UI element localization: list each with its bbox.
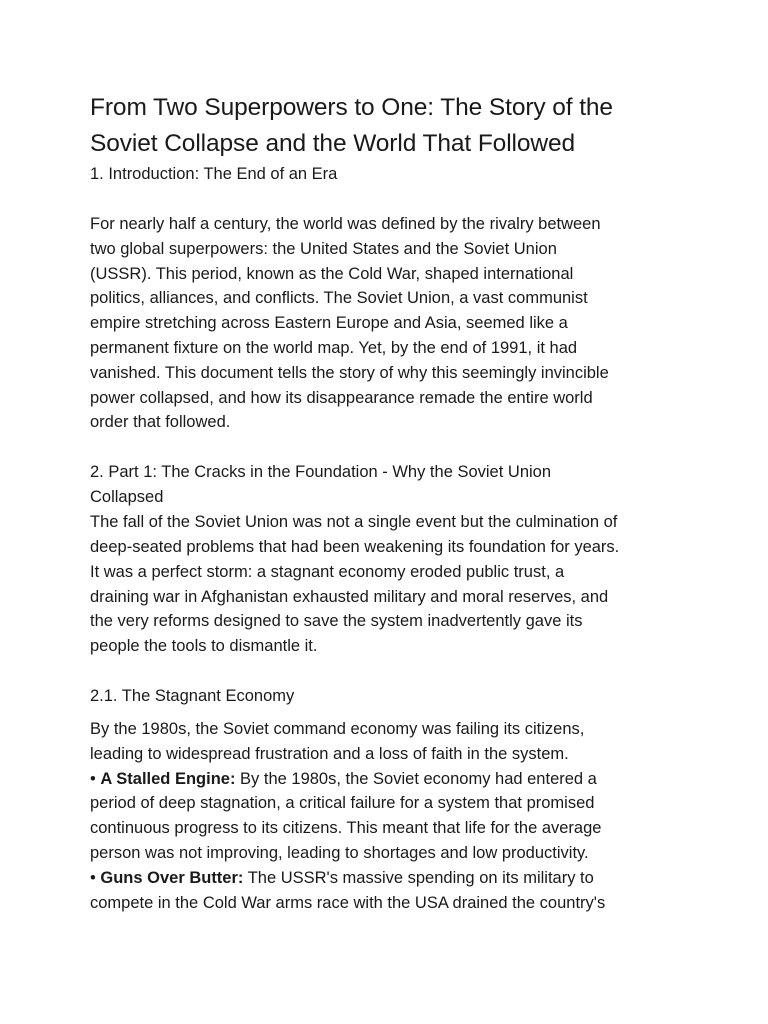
bullet-lead-text: A Stalled Engine: <box>100 769 236 788</box>
text-line: person was not improving, leading to shortages and low productivity. <box>90 843 589 862</box>
bullet-first-line <box>90 866 690 891</box>
title-line: Soviet Collapse and the World That Followed <box>90 130 576 157</box>
part1-paragraph <box>90 510 690 659</box>
introduction-paragraph <box>90 212 690 435</box>
text-line: the very reforms designed to save the system inadvertently gave its <box>90 612 583 631</box>
text-line: order that followed. <box>90 413 231 432</box>
text-line: compete in the Cold War arms race with the USA drained the country's <box>90 893 606 912</box>
text-line: continuous progress to its citizens. This meant that life for the average <box>90 819 602 838</box>
document-title <box>90 90 690 162</box>
spacer <box>90 709 690 717</box>
text-line: It was a perfect storm: a stagnant economy eroded public trust, a <box>90 562 565 581</box>
heading-line: Collapsed <box>90 488 164 507</box>
title-line: From Two Superpowers to One: The Story of the <box>90 94 613 121</box>
text-line: By the 1980s, the Soviet command economy was failing its citizens, <box>90 719 585 738</box>
spacer <box>90 187 690 212</box>
text-line: deep-seated problems that had been weakening its foundation for years. <box>90 537 620 556</box>
text-line: two global superpowers: the United States and the Soviet Union <box>90 239 557 258</box>
text-line: leading to widespread frustration and a loss of faith in the system. <box>90 744 569 763</box>
bullet-first-line <box>90 767 690 792</box>
text-line: permanent fixture on the world map. Yet, by the end of 1991, it had <box>90 338 578 357</box>
text-line: period of deep stagnation, a critical failure for a system that promised <box>90 794 595 813</box>
section-heading-stagnant-economy: 2.1. The Stagnant Economy <box>90 686 295 705</box>
spacer <box>90 659 690 684</box>
text-line: empire stretching across Eastern Europe and Asia, seemed like a <box>90 314 568 333</box>
section-heading-part1 <box>90 460 690 510</box>
bullet-item-stalled-engine <box>90 767 690 866</box>
section-heading-introduction: 1. Introduction: The End of an Era <box>90 165 338 183</box>
bullet-lead-text: Guns Over Butter: <box>100 868 244 887</box>
text-line: politics, alliances, and conflicts. The Soviet Union, a vast communist <box>90 289 588 308</box>
bullet-item-guns-over-butter <box>90 866 690 916</box>
text-line: For nearly half a century, the world was defined by the rivalry between <box>90 215 601 233</box>
text-line: power collapsed, and how its disappearance remade the entire world <box>90 388 593 407</box>
text-line: (USSR). This period, known as the Cold War, shaped international <box>90 264 574 283</box>
bullet-text: The USSR's massive spending on its military to <box>243 868 594 887</box>
document-page <box>90 90 690 915</box>
text-line: The fall of the Soviet Union was not a single event but the culmination of <box>90 513 618 532</box>
bullet-marker: • <box>90 769 96 788</box>
text-line: draining war in Afghanistan exhausted military and moral reserves, and <box>90 587 609 606</box>
bullet-marker: • <box>90 868 96 887</box>
heading-line: 2. Part 1: The Cracks in the Foundation - Why the Soviet Union <box>90 463 552 482</box>
stagnant-economy-intro <box>90 717 690 767</box>
text-line: people the tools to dismantle it. <box>90 637 318 656</box>
spacer <box>90 435 690 460</box>
bullet-text: By the 1980s, the Soviet economy had entered a <box>235 769 597 788</box>
text-line: vanished. This document tells the story of why this seemingly invincible <box>90 363 609 382</box>
